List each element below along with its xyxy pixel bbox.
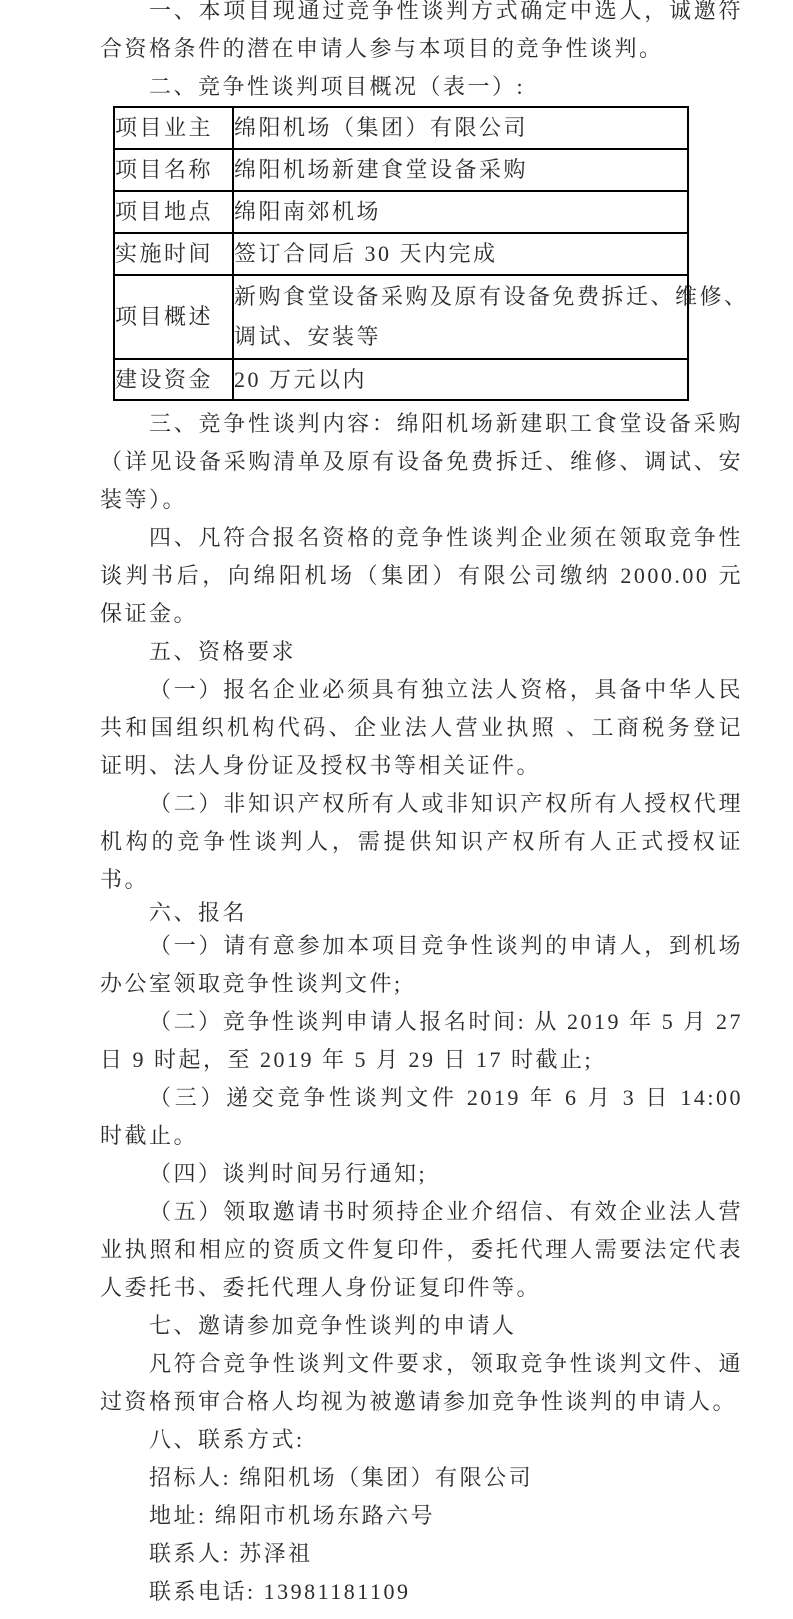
- contact-person-line: 联系人: 苏泽祖: [149, 1541, 313, 1566]
- table-row: [114, 233, 688, 275]
- section-4-paragraph: 四、凡符合报名资格的竞争性谈判企业须在领取竞争性谈判书后，向绵阳机场（集团）有限公司缴纳 2000.00 元保证金。: [100, 525, 743, 626]
- section-5-item-2: （二）非知识产权所有人或非知识产权所有人授权代理机构的竞争性谈判人，需提供知识产权所有人正式授权证书。: [100, 791, 743, 892]
- table-label-cell: 项目地点: [114, 191, 233, 233]
- contact-address-line: 地址: 绵阳市机场东路六号: [149, 1503, 436, 1528]
- table-row: [114, 191, 688, 233]
- section-1-paragraph: 一、本项目现通过竞争性谈判方式确定中选人，诚邀符合资格条件的潜在申请人参与本项目的竞争性谈判。: [100, 0, 743, 61]
- section-5-heading: 五、资格要求: [149, 639, 297, 664]
- contact-tenderer-line: 招标人: 绵阳机场（集团）有限公司: [149, 1465, 534, 1490]
- table-value-overflow-text: 新购食堂设备采购及原有设备免费拆迁、维修、调试、安装等: [234, 284, 749, 349]
- table-row: [114, 149, 688, 191]
- section-3-paragraph: 三、竞争性谈判内容：绵阳机场新建职工食堂设备采购（详见设备采购清单及原有设备免费拆迁、维修、调试、安装等）。: [100, 411, 743, 512]
- contact-phone-line: 联系电话: 13981181109: [149, 1579, 411, 1604]
- table-label-cell: 项目业主: [114, 107, 233, 149]
- section-6-item-5: （五）领取邀请书时须持企业介绍信、有效企业法人营业执照和相应的资质文件复印件，委托代理人需要法定代表人委托书、委托代理人身份证复印件等。: [100, 1199, 743, 1300]
- table-row: [114, 359, 688, 400]
- section-6-item-2: （二）竞争性谈判申请人报名时间: 从 2019 年 5 月 27 日 9 时起，至 2019 年 5 月 29 日 17 时截止;: [100, 1009, 743, 1072]
- table-row: [114, 275, 688, 359]
- table-value-cell: 绵阳机场新建食堂设备采购: [233, 149, 688, 191]
- section-7-heading: 七、邀请参加竞争性谈判的申请人: [149, 1313, 517, 1338]
- table-label-cell: 项目名称: [114, 149, 233, 191]
- section-2-heading: 二、竞争性谈判项目概况（表一）:: [149, 74, 526, 99]
- section-8-heading: 八、联系方式:: [149, 1427, 305, 1452]
- section-5-item-1: （一）报名企业必须具有独立法人资格，具备中华人民共和国组织机构代码、企业法人营业执照 、工商税务登记证明、法人身份证及授权书等相关证件。: [100, 677, 743, 778]
- project-overview-table: [113, 106, 749, 401]
- section-7-paragraph: 凡符合竞争性谈判文件要求，领取竞争性谈判文件、通过资格预审合格人均视为被邀请参加竞争性谈判的申请人。: [100, 1351, 743, 1414]
- table-label-cell: 建设资金: [114, 359, 233, 400]
- table-value-cell: 20 万元以内: [233, 359, 688, 400]
- section-6-item-1: （一）请有意参加本项目竞争性谈判的申请人，到机场办公室领取竞争性谈判文件;: [100, 933, 743, 996]
- table-label-cell: 项目概述: [114, 275, 233, 359]
- table-value-cell: [233, 275, 749, 359]
- table-row: [114, 107, 688, 149]
- section-6-heading: 六、报名: [149, 900, 248, 925]
- table-value-cell: 绵阳南郊机场: [233, 191, 688, 233]
- table-label-cell: 实施时间: [114, 233, 233, 275]
- section-6-item-3: （三）递交竞争性谈判文件 2019 年 6 月 3 日 14:00 时截止。: [100, 1085, 743, 1148]
- table-value-cell: 绵阳机场（集团）有限公司: [233, 107, 688, 149]
- section-6-item-4: （四）谈判时间另行通知;: [149, 1161, 428, 1186]
- table-value-cell: 签订合同后 30 天内完成: [233, 233, 688, 275]
